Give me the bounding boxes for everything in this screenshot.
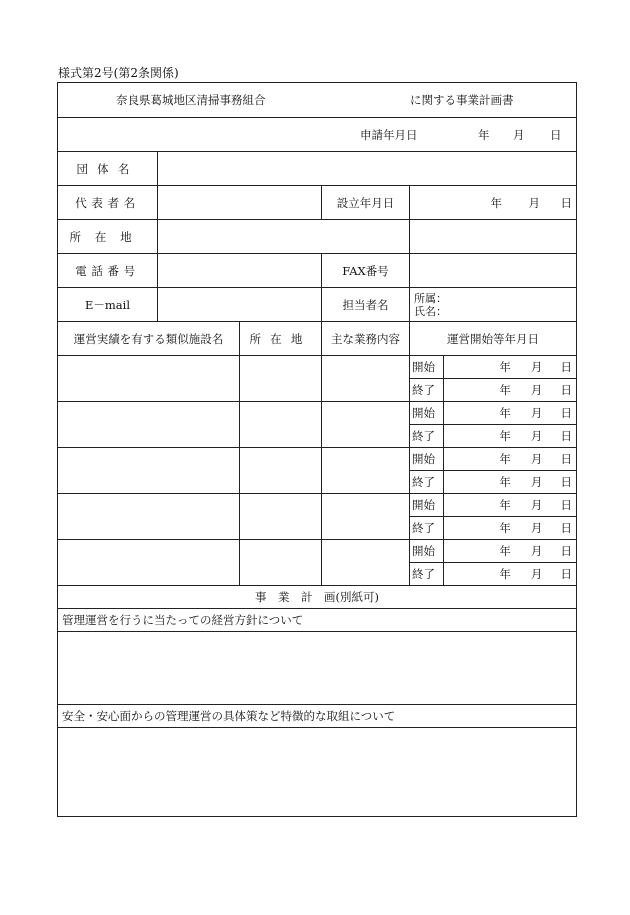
facility-name-field[interactable] <box>58 402 240 448</box>
policy-field[interactable] <box>58 632 577 705</box>
facility-duties-field[interactable] <box>322 494 410 540</box>
facility-name-field[interactable] <box>58 494 240 540</box>
start-year: 年 <box>499 544 511 558</box>
start-month: 月 <box>530 360 543 374</box>
end-year: 年 <box>499 567 511 581</box>
facility-header: 運営実績を有する類似施設名 <box>58 322 240 356</box>
location-header: 所在地 <box>240 322 322 356</box>
application-day: 日 <box>550 128 562 142</box>
end-day: 日 <box>560 567 572 581</box>
end-date-field[interactable] <box>444 517 577 540</box>
end-label: 終了 <box>410 425 444 448</box>
end-month: 月 <box>530 567 543 581</box>
facility-row <box>58 448 577 471</box>
start-date-field[interactable] <box>444 494 577 517</box>
phone-field[interactable] <box>158 254 322 288</box>
end-date-field[interactable] <box>444 425 577 448</box>
start-day: 日 <box>560 406 572 420</box>
established-date-label: 設立年月日 <box>322 186 410 220</box>
start-label: 開始 <box>410 402 444 425</box>
facility-name-field[interactable] <box>58 448 240 494</box>
end-day: 日 <box>560 429 572 443</box>
address-label: 所在地 <box>58 220 158 254</box>
end-label: 終了 <box>410 563 444 586</box>
facility-duties-field[interactable] <box>322 402 410 448</box>
facility-location-field[interactable] <box>240 448 322 494</box>
safety-heading: 安全・安心面からの管理運営の具体策など特徴的な取組について <box>58 705 577 728</box>
business-plan-form <box>57 82 577 817</box>
facility-location-field[interactable] <box>240 540 322 586</box>
start-year: 年 <box>499 452 511 466</box>
start-day: 日 <box>560 498 572 512</box>
title-suffix: に関する事業計画書 <box>410 93 514 107</box>
end-date-field[interactable] <box>444 471 577 494</box>
facility-location-field[interactable] <box>240 356 322 402</box>
application-date-row[interactable] <box>58 118 577 152</box>
duties-header: 主な業務内容 <box>322 322 410 356</box>
established-year: 年 <box>490 195 502 210</box>
established-date-field[interactable] <box>410 186 577 220</box>
end-date-field[interactable] <box>444 563 577 586</box>
end-month: 月 <box>530 521 543 535</box>
end-year: 年 <box>499 429 511 443</box>
plan-header: 事 業 計 画(別紙可) <box>58 586 577 609</box>
start-label: 開始 <box>410 448 444 471</box>
start-day: 日 <box>560 544 572 558</box>
group-name-field[interactable] <box>158 152 577 186</box>
start-year: 年 <box>499 360 511 374</box>
facility-location-field[interactable] <box>240 494 322 540</box>
end-month: 月 <box>530 383 543 397</box>
facility-duties-field[interactable] <box>322 448 410 494</box>
facility-name-field[interactable] <box>58 356 240 402</box>
end-label: 終了 <box>410 517 444 540</box>
start-month: 月 <box>530 452 543 466</box>
start-label: 開始 <box>410 540 444 563</box>
end-date-field[interactable] <box>444 379 577 402</box>
group-name-label: 団体名 <box>58 152 158 186</box>
established-month: 月 <box>528 195 540 210</box>
email-field[interactable] <box>158 288 322 322</box>
contact-person-field[interactable] <box>410 288 577 322</box>
fax-label: FAX番号 <box>322 254 410 288</box>
end-month: 月 <box>530 429 543 443</box>
representative-label: 代表者名 <box>58 186 158 220</box>
safety-field[interactable] <box>58 728 577 817</box>
policy-heading: 管理運営を行うに当たっての経営方針について <box>58 609 577 632</box>
facility-row <box>58 402 577 425</box>
application-date-label: 申請年月日 <box>360 128 418 142</box>
facility-row <box>58 540 577 563</box>
end-label: 終了 <box>410 471 444 494</box>
name-label: 氏名： <box>414 304 447 318</box>
start-date-header: 運営開始等年月日 <box>410 322 577 356</box>
end-year: 年 <box>499 383 511 397</box>
facility-duties-field[interactable] <box>322 356 410 402</box>
end-month: 月 <box>530 475 543 489</box>
facility-row <box>58 356 577 379</box>
title-org: 奈良県葛城地区清掃事務組合 <box>116 93 266 107</box>
start-day: 日 <box>560 452 572 466</box>
start-month: 月 <box>530 406 543 420</box>
start-day: 日 <box>560 360 572 374</box>
contact-person-label: 担当者名 <box>322 288 410 322</box>
start-month: 月 <box>530 498 543 512</box>
end-day: 日 <box>560 383 572 397</box>
start-month: 月 <box>530 544 543 558</box>
facility-name-field[interactable] <box>58 540 240 586</box>
facility-duties-field[interactable] <box>322 540 410 586</box>
start-label: 開始 <box>410 356 444 379</box>
start-date-field[interactable] <box>444 402 577 425</box>
end-year: 年 <box>499 475 511 489</box>
email-label: E－mail <box>58 288 158 322</box>
start-date-field[interactable] <box>444 540 577 563</box>
start-year: 年 <box>499 498 511 512</box>
start-date-field[interactable] <box>444 448 577 471</box>
representative-field[interactable] <box>158 186 322 220</box>
affiliation-label: 所属： <box>414 291 447 305</box>
end-day: 日 <box>560 521 572 535</box>
end-year: 年 <box>499 521 511 535</box>
start-year: 年 <box>499 406 511 420</box>
form-number: 様式第2号(第2条関係) <box>58 66 179 80</box>
title-cell <box>58 83 577 118</box>
facility-row <box>58 494 577 517</box>
established-day: 日 <box>560 195 572 210</box>
phone-label: 電話番号 <box>58 254 158 288</box>
application-month: 月 <box>513 128 525 142</box>
application-year: 年 <box>478 128 490 142</box>
end-label: 終了 <box>410 379 444 402</box>
address-field[interactable] <box>158 220 410 254</box>
start-date-field[interactable] <box>444 356 577 379</box>
address-extra-field[interactable] <box>410 220 577 254</box>
fax-field[interactable] <box>410 254 577 288</box>
start-label: 開始 <box>410 494 444 517</box>
end-day: 日 <box>560 475 572 489</box>
facility-location-field[interactable] <box>240 402 322 448</box>
